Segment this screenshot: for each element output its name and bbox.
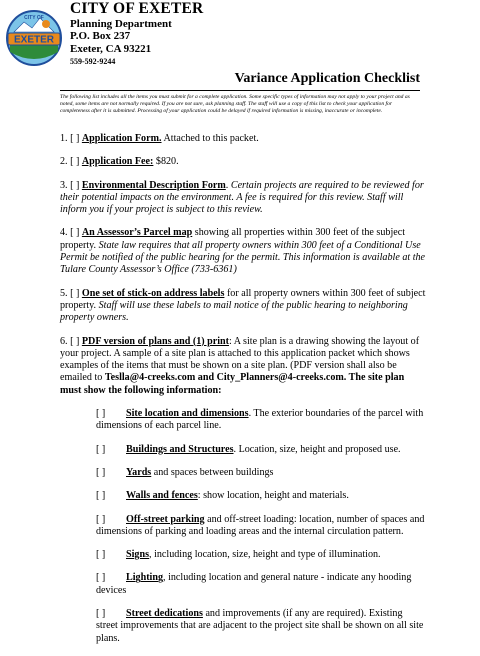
site-plan-subitem: [ ] Site location and dimensions. The exterior boundaries of the parcel with dimensions of each parcel line.: [96, 408, 424, 432]
intro-paragraph: The following list includes all the items you must submit for a complete application. Some specific types of information may not apply to your project and as noted, some items are not normally required. If you are not sure, ask planning staff. The staff will use a copy of this list to check your application for completeness after it is submitted. Processing of your application could be delayed if required information is missing, inaccurate or incomplete.: [60, 94, 410, 115]
checklist-body: [60, 133, 426, 656]
checklist-item: 4. [ ] An Assessor’s Parcel map showing all properties within 300 feet of the subject property. State law requires that all property owners within 300 feet of a Conditional Use Permit be notified of the public hearing for the permit. This information is available at the Tulare County Assessor’s Office (733-6361): [60, 227, 426, 276]
department-name: Planning Department: [70, 17, 172, 30]
svg-text:CITY OF: CITY OF: [24, 15, 44, 21]
letterhead: [70, 0, 203, 66]
phone-number: 559-592-9244: [70, 56, 116, 66]
checklist-item: 1. [ ] Application Form. Attached to this packet.: [60, 133, 259, 144]
svg-text:EXETER: EXETER: [13, 34, 55, 46]
city-name: CITY OF EXETER: [70, 0, 204, 17]
site-plan-subitem: [ ] Signs, including location, size, height and type of illumination.: [96, 549, 381, 561]
title-rule: [60, 90, 420, 91]
po-box: P.O. Box 237: [70, 30, 131, 43]
checklist-item: 2. [ ] Application Fee: $820.: [60, 156, 179, 168]
city-state-zip: Exeter, CA 93221: [70, 43, 152, 56]
site-plan-subitem: [ ] Yards and spaces between buildings: [96, 466, 274, 478]
city-seal-logo: [6, 8, 62, 68]
document-title: Variance Application Checklist: [234, 71, 420, 86]
site-plan-subitem: [ ] Off-street parking and off-street loading: location, number of spaces and dimensions of parking and loading areas and the internal circulation pattern.: [96, 513, 425, 537]
site-plan-subitem: [ ] Street dedications and improvements (if any are required). Existing street improvements that are adjacent to the project site shall be shown on all site plans.: [96, 608, 424, 644]
checklist-item: 5. [ ] One set of stick-on address labels for all property owners within 300 feet of subject property. Staff will use these labels to mail notice of the public hearing to neighboring property owners.: [60, 287, 426, 324]
site-plan-subitem: [ ] Lighting, including location and general nature - indicate any hooding devices: [96, 572, 412, 596]
site-plan-subitem: [ ] Buildings and Structures. Location, size, height and proposed use.: [96, 443, 401, 455]
checklist-item-site-plan: 6. [ ] PDF version of plans and (1) print: A site plan is a drawing showing the layout of your project. A sample of a site plan is attached to this application packet which shows examples of the items that must be shown on a site plan. (PDF version shall also be emailed to Teslla@4-creeks.com and City_Planners@4-creeks.com. The site plan must show the following information:: [60, 335, 420, 396]
site-plan-subitem: [ ] Walls and fences: show location, height and materials.: [96, 490, 349, 502]
checklist-item: 3. [ ] Environmental Description Form. Certain projects are required to be reviewed for their potential impacts on the environment. A fee is required for this review. Staff will inform you if your project is subject to this review.: [60, 179, 424, 216]
